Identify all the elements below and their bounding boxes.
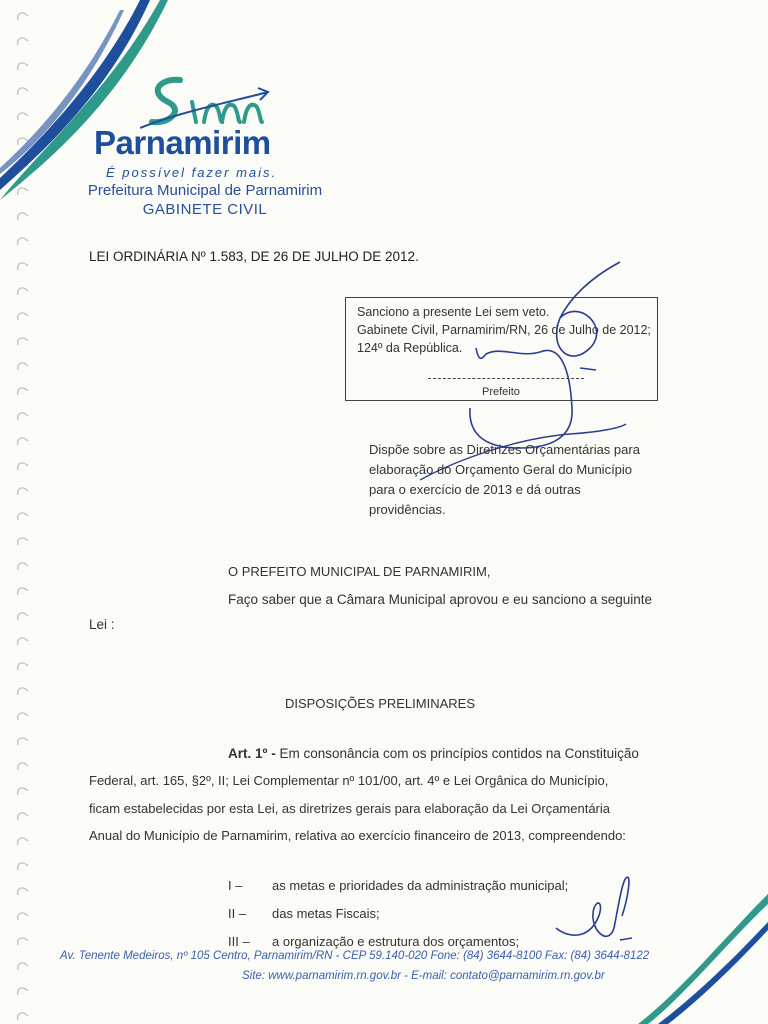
item-3-number: III – — [228, 934, 250, 949]
brand-name: Parnamirim — [94, 124, 271, 161]
enactment-line: Faço saber que a Câmara Municipal aprovou e eu sanciono a seguinte — [228, 592, 653, 607]
org-name: Prefeitura Municipal de Parnamirim — [87, 182, 323, 199]
binding-hole — [18, 663, 28, 670]
binding-hole — [18, 538, 28, 545]
sanction-line-1: Sanciono a presente Lei sem veto. — [357, 305, 550, 319]
binding-hole — [18, 763, 28, 770]
binding-hole — [18, 988, 28, 995]
mayor-heading: O PREFEITO MUNICIPAL DE PARNAMIRIM, — [228, 564, 491, 579]
item-1-text: as metas e prioridades da administração municipal; — [272, 878, 569, 893]
binding-hole — [18, 563, 28, 570]
binding-hole — [18, 863, 28, 870]
binding-hole — [18, 313, 28, 320]
law-title: LEI ORDINÁRIA Nº 1.583, DE 26 DE JULHO DE 2012. — [89, 249, 419, 264]
item-2-number: II – — [228, 906, 247, 921]
binding-hole — [18, 838, 28, 845]
footer-address: Av. Tenente Medeiros, nº 105 Centro, Parnamirim/RN - CEP 59.140-020 Fone: (84) 3644-8100 Fax: (84) 3644-8122 — [60, 950, 650, 962]
binding-hole — [18, 238, 28, 245]
binding-hole — [18, 588, 28, 595]
enactment-end: Lei : — [89, 617, 115, 632]
article-1-label: Art. 1º - — [228, 746, 276, 761]
binding-hole — [18, 713, 28, 720]
binding-hole — [18, 288, 28, 295]
binding-hole — [18, 938, 28, 945]
binding-hole — [18, 788, 28, 795]
org-department: GABINETE CIVIL — [142, 201, 268, 218]
binding-hole — [18, 488, 28, 495]
binding-hole — [18, 1013, 28, 1020]
sanction-line-3: 124º da República. — [357, 341, 463, 355]
binding-hole — [18, 888, 28, 895]
binding-hole — [18, 613, 28, 620]
binding-hole — [18, 388, 28, 395]
binding-hole — [18, 963, 28, 970]
item-1-number: I – — [228, 878, 243, 893]
article-1-line-2: Federal, art. 165, §2º, II; Lei Complementar nº 101/00, art. 4º e Lei Orgânica do Município, — [89, 773, 609, 788]
binding-hole — [18, 338, 28, 345]
binding-hole — [18, 463, 28, 470]
footer-contact: Site: www.parnamirim.rn.gov.br - E-mail: contato@parnamirim.rn.gov.br — [242, 970, 605, 982]
binding-hole — [18, 438, 28, 445]
article-1-line-4: Anual do Município de Parnamirim, relativa ao exercício financeiro de 2013, compreendendo: — [89, 828, 626, 843]
section-heading: DISPOSIÇÕES PRELIMINARES — [285, 696, 475, 711]
article-1-line-3: ficam estabelecidas por esta Lei, as diretrizes gerais para elaboração da Lei Orçamentária — [89, 801, 610, 816]
initials-signature-graphic — [548, 868, 648, 958]
binding-hole — [18, 638, 28, 645]
binding-hole — [18, 413, 28, 420]
sanction-line-2: Gabinete Civil, Parnamirim/RN, 26 de Julho de 2012; — [357, 323, 651, 337]
law-summary — [369, 440, 659, 520]
item-3-text: a organização e estrutura dos orçamentos; — [272, 934, 520, 949]
binding-hole — [18, 738, 28, 745]
summary-line-1: Dispõe sobre as Diretrizes Orçamentárias para — [369, 442, 640, 457]
item-2-text: das metas Fiscais; — [272, 906, 380, 921]
binding-hole — [18, 363, 28, 370]
binding-hole — [18, 688, 28, 695]
binding-hole — [18, 263, 28, 270]
binding-hole — [18, 913, 28, 920]
signature-label: Prefeito — [482, 386, 520, 398]
summary-line-3: para o exercício de 2013 e dá outras providências. — [369, 482, 581, 517]
brand-tagline: É possível fazer mais. — [106, 165, 278, 180]
article-1-line-1: Em consonância com os princípios contidos na Constituição — [279, 746, 639, 761]
article-1-first-line — [228, 746, 639, 761]
binding-hole — [18, 513, 28, 520]
sim-logo-icon — [140, 72, 270, 132]
summary-line-2: elaboração do Orçamento Geral do Município — [369, 462, 633, 477]
binding-hole — [18, 813, 28, 820]
footer-swoosh-graphic — [638, 894, 768, 1024]
